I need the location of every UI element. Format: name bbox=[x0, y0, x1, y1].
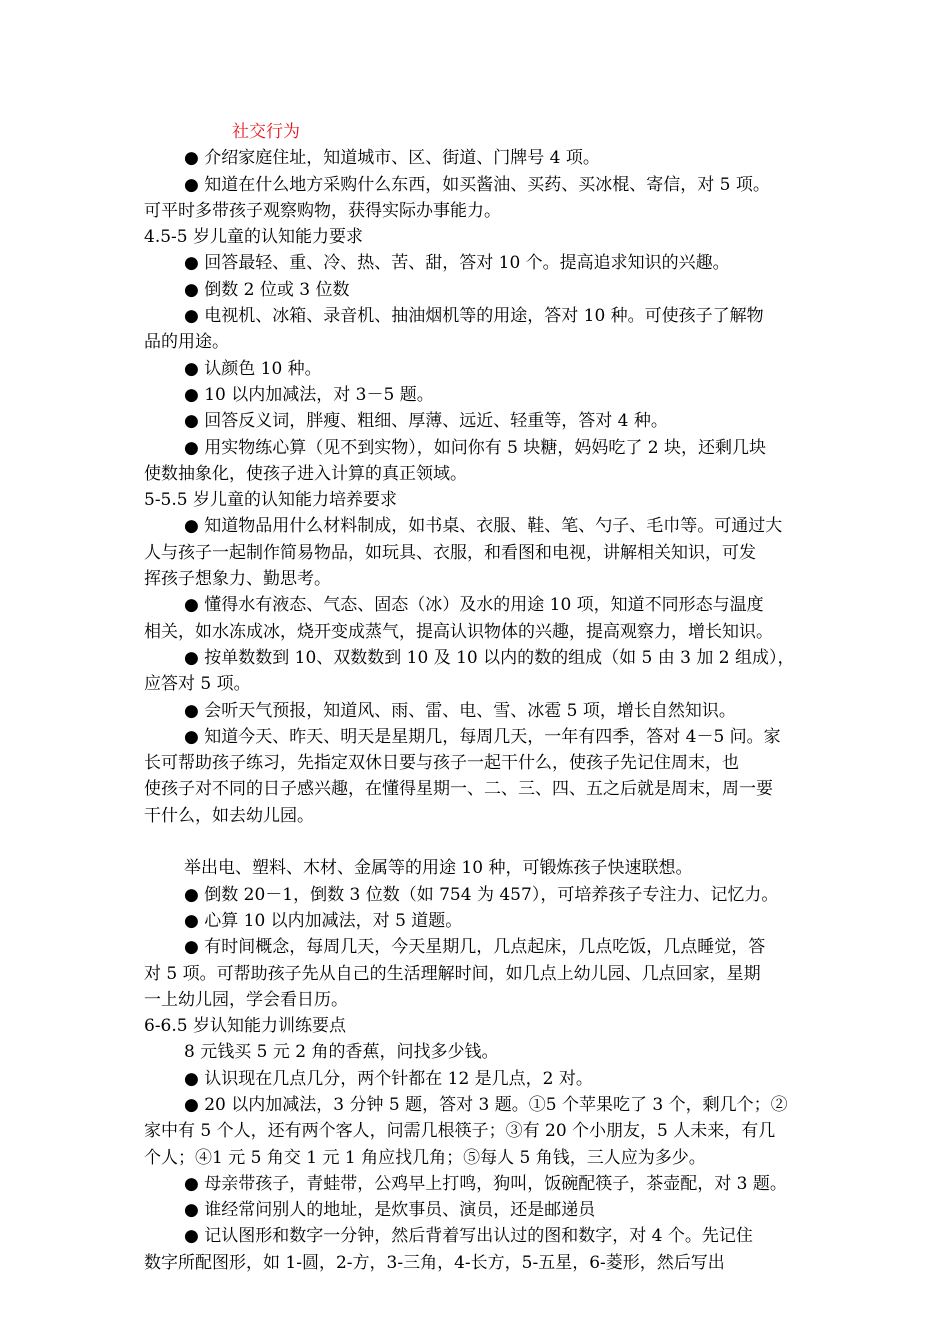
section-heading-social-behavior: 社交行为 bbox=[232, 122, 300, 142]
bullet-item: ● 懂得水有液态、气态、固态（冰）及水的用途 10 项，知道不同形态与温度 bbox=[184, 595, 764, 616]
paragraph-line: 8 元钱买 5 元 2 角的香蕉，问找多少钱。 bbox=[184, 1042, 499, 1063]
bullet-item: ● 知道在什么地方采购什么东西，如买酱油、买药、买冰棍、寄信，对 5 项。 bbox=[184, 174, 770, 195]
paragraph-line: 应答对 5 项。 bbox=[144, 674, 251, 695]
paragraph-line: 举出电、塑料、木材、金属等的用途 10 种，可锻炼孩子快速联想。 bbox=[184, 858, 693, 879]
paragraph-line: 数字所配图形，如 1-圆，2-方，3-三角，4-长方，5-五星，6-菱形，然后写出 bbox=[144, 1252, 725, 1273]
bullet-item: ● 电视机、冰箱、录音机、抽油烟机等的用途，答对 10 种。可使孩子了解物 bbox=[184, 306, 764, 327]
paragraph-line: 对 5 项。可帮助孩子先从自己的生活理解时间，如几点上幼儿园、几点回家，星期 bbox=[144, 963, 761, 984]
bullet-item: ● 10 以内加减法，对 3－5 题。 bbox=[184, 384, 434, 405]
bullet-item: ● 记认图形和数字一分钟，然后背着写出认过的图和数字，对 4 个。先记住 bbox=[184, 1226, 753, 1247]
paragraph-line: 使数抽象化，使孩子进入计算的真正领域。 bbox=[144, 463, 467, 484]
section-heading: 4.5-5 岁儿童的认知能力要求 bbox=[144, 227, 363, 248]
paragraph-line: 使孩子对不同的日子感兴趣，在懂得星期一、二、三、四、五之后就是周末，周一要 bbox=[144, 779, 773, 800]
bullet-item: ● 20 以内加减法，3 分钟 5 题，答对 3 题。①5 个苹果吃了 3 个，剩几个；② bbox=[184, 1094, 788, 1115]
bullet-item: ● 介绍家庭住址，知道城市、区、街道、门牌号 4 项。 bbox=[184, 148, 600, 169]
paragraph-line: 长可帮助孩子练习，先指定双休日要与孩子一起干什么，使孩子先记住周末，也 bbox=[144, 753, 739, 774]
bullet-item: ● 倒数 20－1，倒数 3 位数（如 754 为 457），可培养孩子专注力、记忆力。 bbox=[184, 884, 779, 905]
bullet-item: ● 会听天气预报，知道风、雨、雷、电、雪、冰雹 5 项，增长自然知识。 bbox=[184, 700, 736, 721]
paragraph-line: 人与孩子一起制作简易物品，如玩具、衣服，和看图和电视，讲解相关知识，可发 bbox=[144, 542, 756, 563]
paragraph-line: 品的用途。 bbox=[144, 332, 229, 353]
bullet-item: ● 谁经常问别人的地址，是炊事员、演员，还是邮递员 bbox=[184, 1200, 596, 1221]
paragraph-line: 个人；④1 元 5 角交 1 元 1 角应找几角；⑤每人 5 角钱，三人应为多少。 bbox=[144, 1147, 706, 1168]
bullet-item: ● 回答最轻、重、冷、热、苦、甜，答对 10 个。提高追求知识的兴趣。 bbox=[184, 253, 730, 274]
blank-line bbox=[144, 829, 808, 855]
paragraph-line: 干什么，如去幼儿园。 bbox=[144, 805, 314, 826]
paragraph-line: 可平时多带孩子观察购物，获得实际办事能力。 bbox=[144, 200, 501, 221]
paragraph-line: 家中有 5 个人，还有两个客人，问需几根筷子；③有 20 个小朋友，5 人未来，有几 bbox=[144, 1121, 776, 1142]
bullet-item: ● 认颜色 10 种。 bbox=[184, 358, 322, 379]
bullet-item: ● 用实物练心算（见不到实物），如问你有 5 块糖，妈妈吃了 2 块，还剩几块 bbox=[184, 437, 766, 458]
paragraph-line: 挥孩子想象力、勤思考。 bbox=[144, 569, 331, 590]
paragraph-line: 一上幼儿园，学会看日历。 bbox=[144, 989, 348, 1010]
bullet-item: ● 心算 10 以内加减法，对 5 道题。 bbox=[184, 910, 463, 931]
bullet-item: ● 按单数数到 10、双数数到 10 及 10 以内的数的组成（如 5 由 3 加 2 组成）， bbox=[184, 647, 795, 668]
bullet-item: ● 回答反义词，胖瘦、粗细、厚薄、远近、轻重等，答对 4 种。 bbox=[184, 411, 668, 432]
paragraph-line: 相关，如水冻成冰，烧开变成蒸气，提高认识物体的兴趣，提高观察力，增长知识。 bbox=[144, 621, 773, 642]
section-heading: 5-5.5 岁儿童的认知能力培养要求 bbox=[144, 490, 397, 511]
bullet-item: ● 认识现在几点几分，两个针都在 12 是几点，2 对。 bbox=[184, 1068, 593, 1089]
bullet-item: ● 知道今天、昨天、明天是星期几，每周几天，一年有四季，答对 4－5 问。家 bbox=[184, 726, 781, 747]
section-heading: 6-6.5 岁认知能力训练要点 bbox=[144, 1016, 346, 1037]
bullet-item: ● 知道物品用什么材料制成，如书桌、衣服、鞋、笔、勺子、毛巾等。可通过大 bbox=[184, 516, 783, 537]
bullet-item: ● 母亲带孩子，青蛙带，公鸡早上打鸣，狗叫，饭碗配筷子，茶壶配，对 3 题。 bbox=[184, 1173, 787, 1194]
bullet-item: ● 有时间概念，每周几天，今天星期几，几点起床，几点吃饭，几点睡觉，答 bbox=[184, 937, 766, 958]
bullet-item: ● 倒数 2 位或 3 位数 bbox=[184, 279, 350, 300]
document-body bbox=[144, 119, 808, 1276]
